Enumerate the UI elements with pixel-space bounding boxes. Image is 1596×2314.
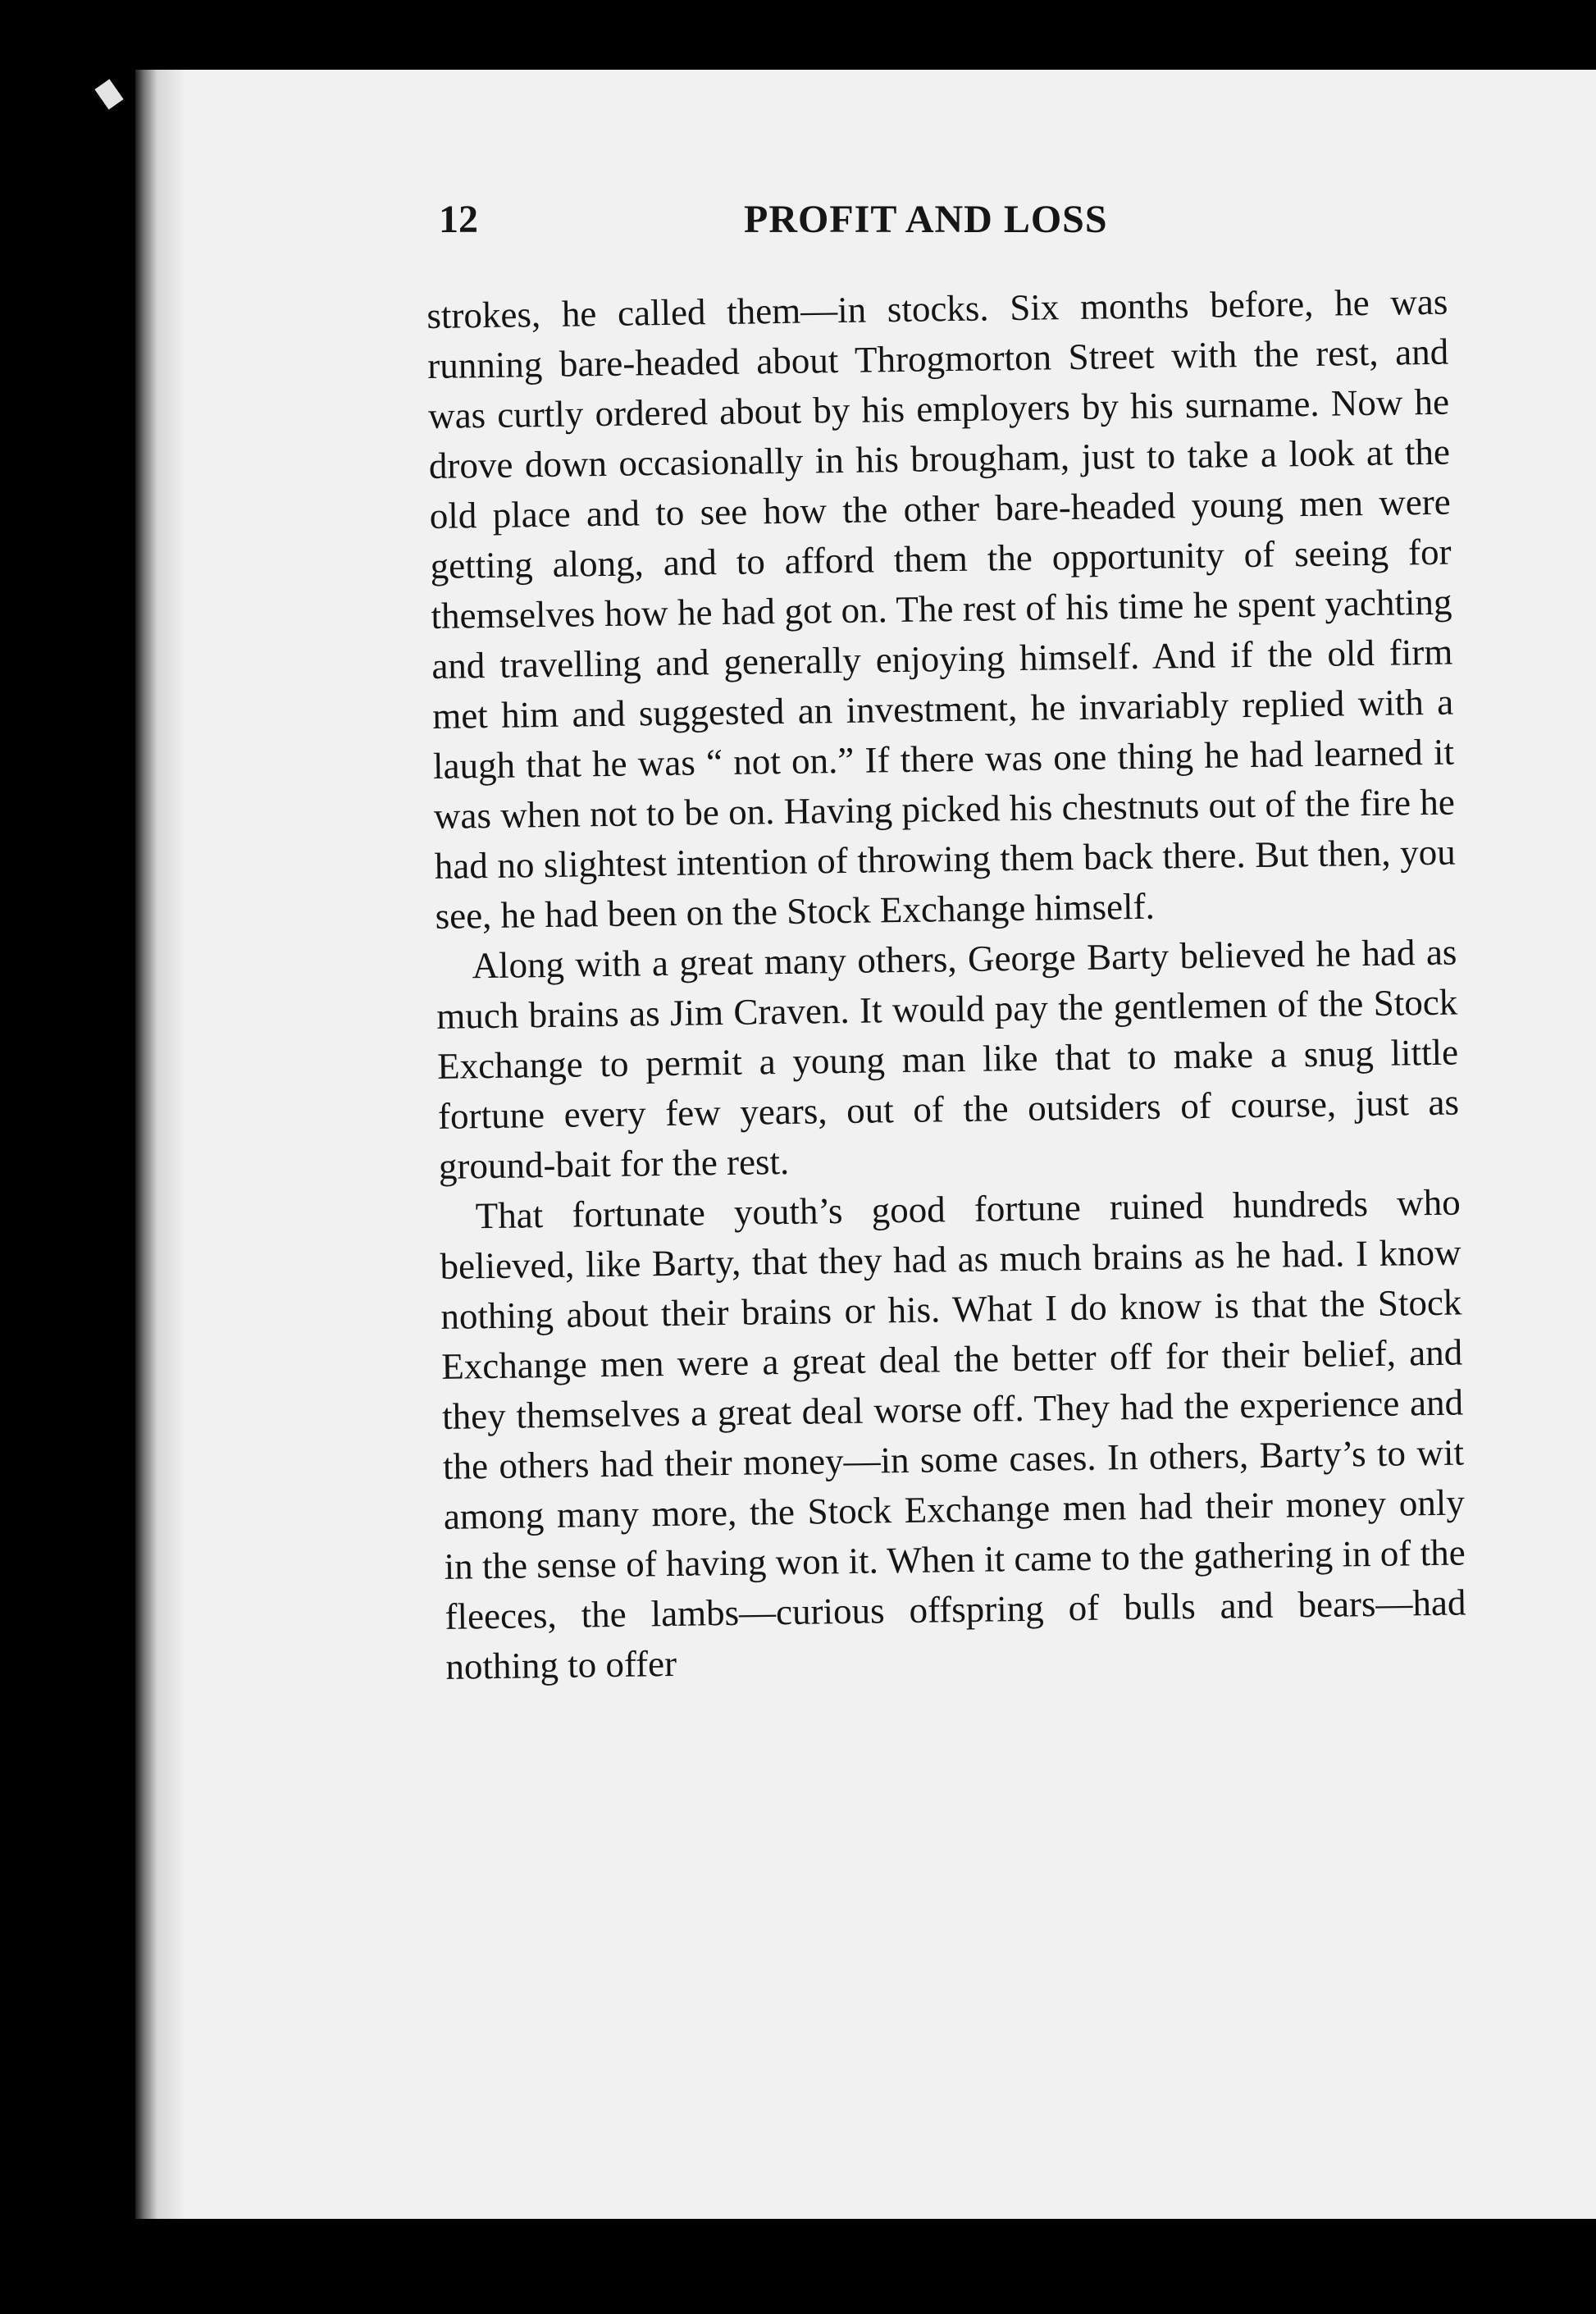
paragraph-1: strokes, he called them—in stocks. Six months before, he was running bare-headed about Throgmorton Street with the rest, and was curtly ordered about by his employers by his surname. Now he drove down occasionally in his brougham, just to take a look at the old place and to see how the other bare-headed young men were getting along, and to afford them the opportunity of seeing for themselves how he had got on. The rest of his time he spent yachting and travelling and generally enjoying himself. And if the old firm met him and suggested an investment, he invariably replied with a laugh that he was “ not on.” If there was one thing he had learned it was when not to be on. Having picked his chestnuts out of the fire he had no slightest intention of throwing them back there. But then, you see, he had been on the Stock Exchange himself. <box>426 281 1457 937</box>
page-binding-edge <box>135 70 185 2219</box>
paragraph-3: That fortunate youth’s good fortune ruined hundreds who believed, like Barty, that they had as much brains as he had. I know nothing about their brains or his. What I do know is that the Stock Exchange men were a great deal the better off for their belief, and they themselves a great deal worse off. They had the experience and the others had their money—in some cases. In others, Barty’s to wit among many more, the Stock Exchange men had their money only in the sense of having won it. When it came to the gathering in of the fleeces, the lambs—curious offspring of bulls and bears—had nothing to offer <box>440 1181 1466 1687</box>
page-number: 12 <box>439 198 478 241</box>
scan-artifact <box>94 79 123 109</box>
running-title: PROFIT AND LOSS <box>744 198 1108 241</box>
page-header <box>439 197 1460 262</box>
page-body <box>426 277 1467 1692</box>
paragraph-2: Along with a great many others, George Barty believed he had as much brains as Jim Craven. It would pay the gentlemen of the Stock Exchange to permit a young man like that to make a snug little fortune every few years, out of the outsiders of course, just as ground-bait for the rest. <box>435 931 1460 1187</box>
